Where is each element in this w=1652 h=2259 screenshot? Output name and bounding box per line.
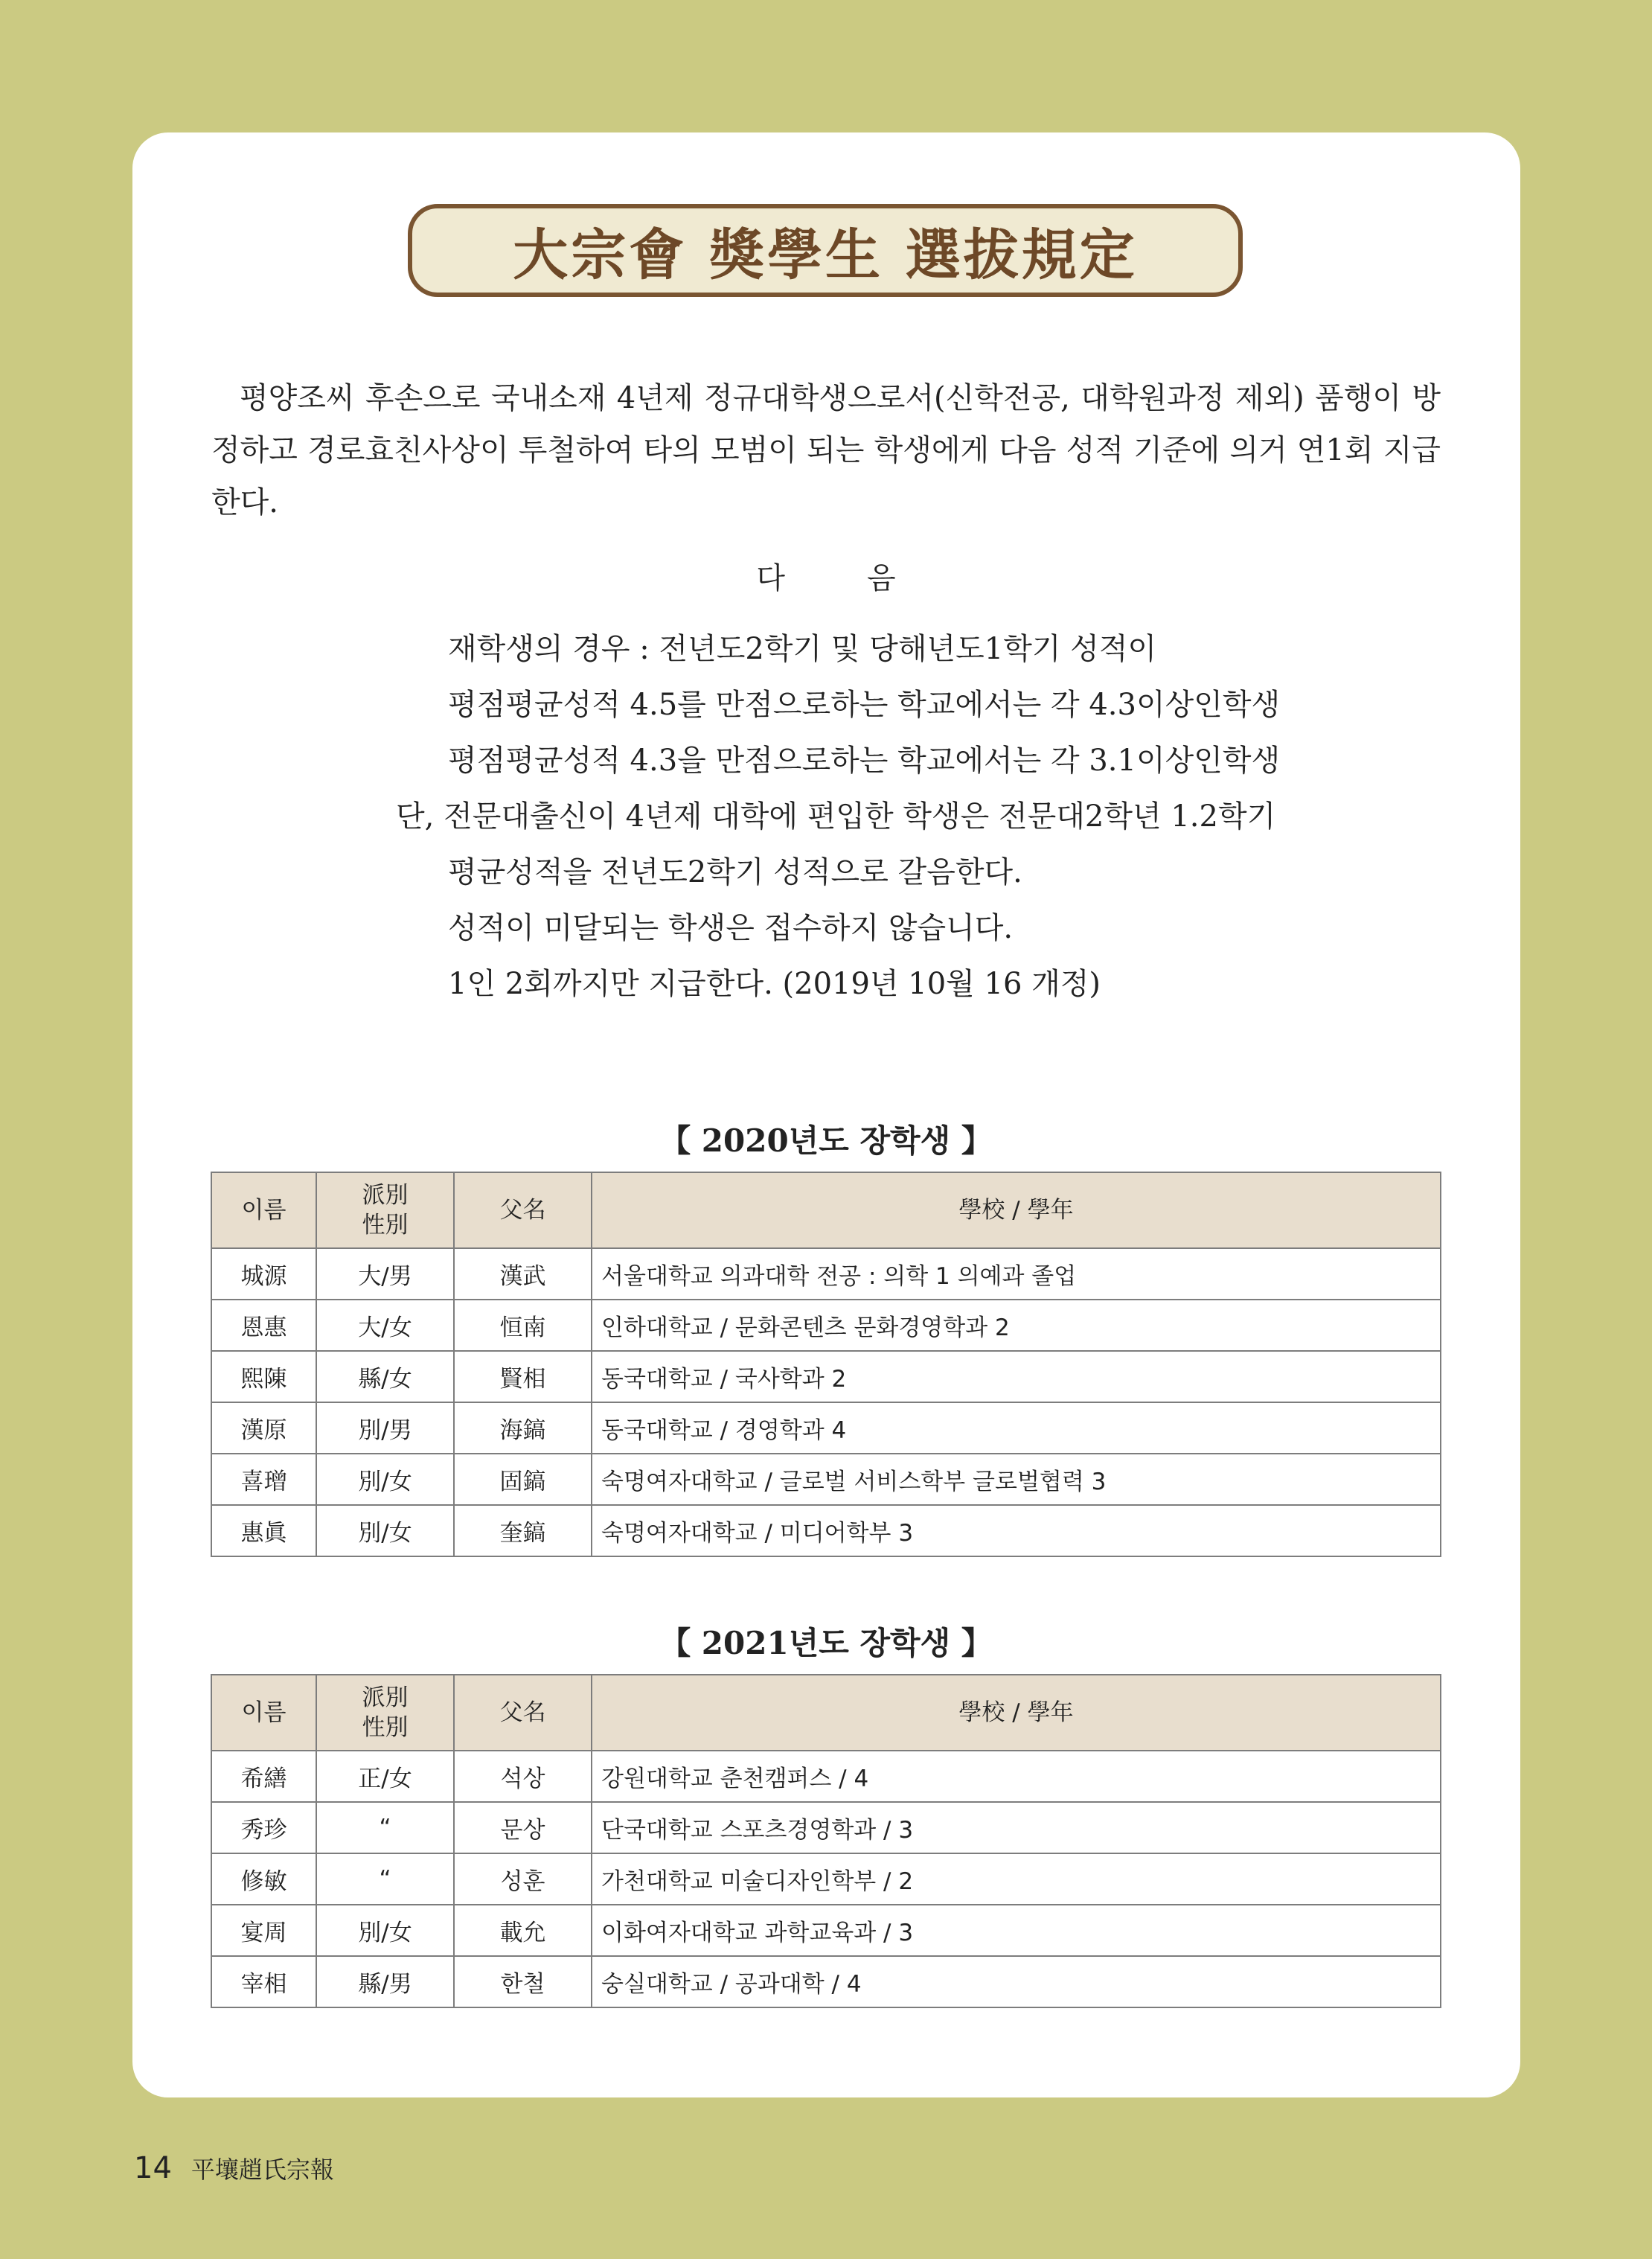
cell-name: 宴周 bbox=[211, 1905, 316, 1956]
cell-school: 동국대학교 / 국사학과 2 bbox=[592, 1351, 1441, 1402]
header-name: 이름 bbox=[211, 1172, 316, 1248]
cell-school: 숭실대학교 / 공과대학 / 4 bbox=[592, 1956, 1441, 2007]
intro-paragraph: 평양조씨 후손으로 국내소재 4년제 정규대학생으로서(신학전공, 대학원과정 제외) 품행이 방정하고 경로효친사상이 투철하여 타의 모범이 되는 학생에게 다음 성적 기준에 의거 연1회 지급한다. bbox=[211, 381, 1441, 520]
rule-line: 1인 2회까지만 지급한다. (2019년 10월 16 개정) bbox=[448, 967, 1101, 1001]
table-title-2020: 【 2020년도 장학생 】 bbox=[659, 1122, 993, 1159]
cell-school: 강원대학교 춘천캠퍼스 / 4 bbox=[592, 1751, 1441, 1802]
section-heading: 다음 bbox=[756, 561, 978, 595]
scholarship-table-2021 bbox=[211, 1674, 1441, 2008]
rule-line: 재학생의 경우 : 전년도2학기 및 당해년도1학기 성적이 bbox=[448, 632, 1157, 666]
cell-name: 漢原 bbox=[211, 1402, 316, 1454]
cell-father: 賢相 bbox=[454, 1351, 592, 1402]
table-row bbox=[211, 1351, 1441, 1402]
cell-father: 固鎬 bbox=[454, 1454, 592, 1505]
rule-line: 평균성적을 전년도2학기 성적으로 갈음한다. bbox=[448, 855, 1022, 889]
cell-name: 秀珍 bbox=[211, 1802, 316, 1853]
page-number: 14 bbox=[134, 2151, 172, 2185]
cell-faction: 別/女 bbox=[316, 1505, 454, 1556]
cell-faction: 別/女 bbox=[316, 1905, 454, 1956]
cell-name: 宰相 bbox=[211, 1956, 316, 2007]
cell-father: 한철 bbox=[454, 1956, 592, 2007]
table-row bbox=[211, 1402, 1441, 1454]
table-row bbox=[211, 1956, 1441, 2007]
cell-name: 熙陳 bbox=[211, 1351, 316, 1402]
cell-school: 동국대학교 / 경영학과 4 bbox=[592, 1402, 1441, 1454]
rule-line: 평점평균성적 4.3을 만점으로하는 학교에서는 각 3.1이상인학생 bbox=[448, 744, 1281, 778]
cell-name: 惠眞 bbox=[211, 1505, 316, 1556]
cell-school: 숙명여자대학교 / 미디어학부 3 bbox=[592, 1505, 1441, 1556]
rule-line: 성적이 미달되는 학생은 접수하지 않습니다. bbox=[448, 911, 1014, 945]
table-header-row bbox=[211, 1675, 1441, 1751]
cell-school: 단국대학교 스포츠경영학과 / 3 bbox=[592, 1802, 1441, 1853]
cell-name: 恩惠 bbox=[211, 1300, 316, 1351]
cell-faction: 大/男 bbox=[316, 1248, 454, 1300]
page-footer bbox=[134, 2151, 334, 2185]
cell-father: 載允 bbox=[454, 1905, 592, 1956]
page-title: 大宗會 獎學生 選拔規定 bbox=[513, 223, 1138, 287]
cell-faction: 縣/男 bbox=[316, 1956, 454, 2007]
header-school: 學校 / 學年 bbox=[592, 1172, 1441, 1248]
cell-faction: “ bbox=[316, 1853, 454, 1905]
cell-school: 이화여자대학교 과학교육과 / 3 bbox=[592, 1905, 1441, 1956]
cell-father: 海鎬 bbox=[454, 1402, 592, 1454]
scholarship-table-2020 bbox=[211, 1172, 1441, 1557]
cell-father: 성훈 bbox=[454, 1853, 592, 1905]
cell-father: 恒南 bbox=[454, 1300, 592, 1351]
header-faction: 派別 性別 bbox=[316, 1172, 454, 1248]
table-row bbox=[211, 1751, 1441, 1802]
header-father: 父名 bbox=[454, 1675, 592, 1751]
table-row bbox=[211, 1454, 1441, 1505]
table-row bbox=[211, 1853, 1441, 1905]
cell-father: 奎鎬 bbox=[454, 1505, 592, 1556]
table-header-row bbox=[211, 1172, 1441, 1248]
rule-line: 단, 전문대출신이 4년제 대학에 편입한 학생은 전문대2학년 1.2학기 bbox=[396, 799, 1276, 834]
table-title-2021: 【 2021년도 장학생 】 bbox=[659, 1625, 993, 1661]
table-row bbox=[211, 1300, 1441, 1351]
table-row bbox=[211, 1248, 1441, 1300]
table-row bbox=[211, 1905, 1441, 1956]
table-row bbox=[211, 1802, 1441, 1853]
cell-faction: 別/男 bbox=[316, 1402, 454, 1454]
title-banner bbox=[408, 204, 1243, 297]
cell-father: 문상 bbox=[454, 1802, 592, 1853]
header-faction: 派別 性別 bbox=[316, 1675, 454, 1751]
cell-faction: 別/女 bbox=[316, 1454, 454, 1505]
cell-school: 가천대학교 미술디자인학부 / 2 bbox=[592, 1853, 1441, 1905]
publication-name: 平壤趙氏宗報 bbox=[191, 2156, 334, 2184]
cell-faction: 縣/女 bbox=[316, 1351, 454, 1402]
cell-school: 숙명여자대학교 / 글로벌 서비스학부 글로벌협력 3 bbox=[592, 1454, 1441, 1505]
cell-faction: “ bbox=[316, 1802, 454, 1853]
table-row bbox=[211, 1505, 1441, 1556]
header-name: 이름 bbox=[211, 1675, 316, 1751]
cell-faction: 大/女 bbox=[316, 1300, 454, 1351]
cell-father: 漢武 bbox=[454, 1248, 592, 1300]
rule-line: 평점평균성적 4.5를 만점으로하는 학교에서는 각 4.3이상인학생 bbox=[448, 688, 1281, 722]
rules-list bbox=[396, 622, 1512, 1012]
cell-faction: 正/女 bbox=[316, 1751, 454, 1802]
cell-school: 서울대학교 의과대학 전공 : 의학 1 의예과 졸업 bbox=[592, 1248, 1441, 1300]
cell-father: 석상 bbox=[454, 1751, 592, 1802]
cell-name: 希繕 bbox=[211, 1751, 316, 1802]
header-school: 學校 / 學年 bbox=[592, 1675, 1441, 1751]
cell-name: 修敏 bbox=[211, 1853, 316, 1905]
cell-school: 인하대학교 / 문화콘텐츠 문화경영학과 2 bbox=[592, 1300, 1441, 1351]
cell-name: 城源 bbox=[211, 1248, 316, 1300]
cell-name: 喜璔 bbox=[211, 1454, 316, 1505]
header-father: 父名 bbox=[454, 1172, 592, 1248]
